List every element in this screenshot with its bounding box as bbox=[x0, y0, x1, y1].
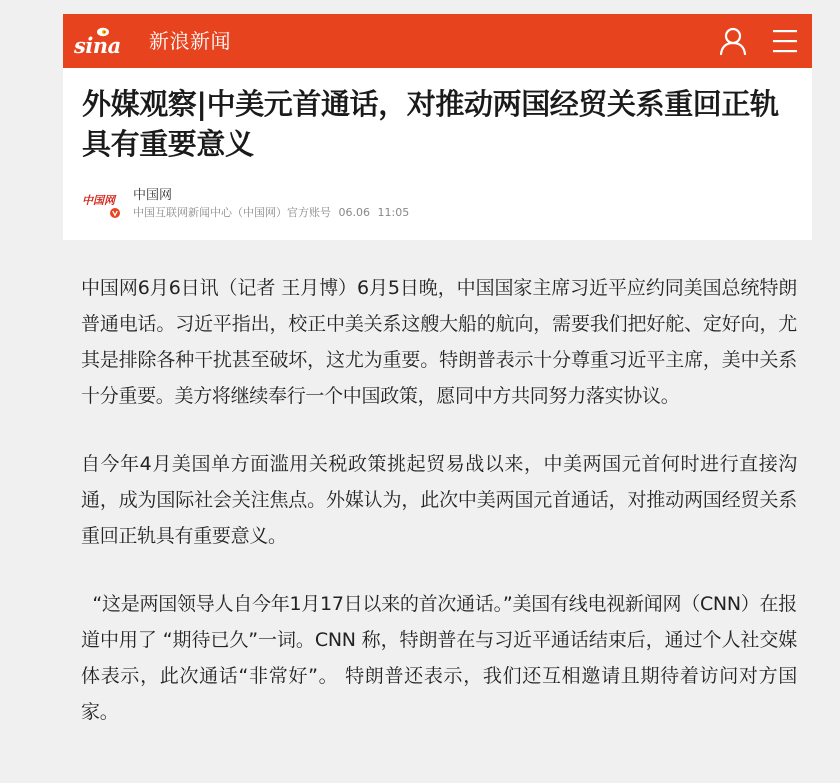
publish-time: 11:05 bbox=[377, 206, 410, 219]
article-title: 外媒观察|中美元首通话，对推动两国经贸关系重回正轨具有重要意义 bbox=[82, 87, 779, 161]
sina-logo[interactable] bbox=[73, 24, 127, 58]
verified-badge-icon bbox=[110, 208, 120, 218]
source-name[interactable]: 中国网 bbox=[133, 188, 173, 203]
source-avatar[interactable] bbox=[81, 186, 123, 220]
hamburger-menu-icon bbox=[770, 26, 800, 56]
article-header-card bbox=[63, 68, 812, 240]
article-paragraph-3: “这是两国领导人自今年1月17日以来的首次通话。”美国有线电视新闻网（CNN）在报道中用了 “期待已久”一词。CNN 称，特朗普在与习近平通话结束后，通过个人社交媒体表示，此次通话“非常好”。 特朗普还表示，我们还互相邀请且期待着访问对方国家。 bbox=[81, 593, 797, 723]
article-paragraph-1: 中国网6月6日讯（记者 王月博）6月5日晚，中国国家主席习近平应约同美国总统特朗普通电话。习近平指出，校正中美关系这艘大船的航向，需要我们把好舵、定好向，尤其是排除各种干扰甚至破坏，这尤为重要。特朗普表示十分尊重习近平主席，美中关系十分重要。美方将继续奉行一个中国政策，愿同中方共同努力落实协议。 bbox=[81, 277, 797, 407]
sina-logo-text: sina bbox=[74, 33, 121, 58]
site-name[interactable]: 新浪新闻 bbox=[149, 29, 231, 53]
user-icon bbox=[718, 26, 748, 56]
source-avatar-logo-text: 中国网 bbox=[82, 194, 115, 207]
article-body bbox=[81, 270, 797, 762]
publish-date: 06.06 bbox=[338, 206, 370, 219]
source-org: 中国互联网新闻中心（中国网）官方账号 bbox=[133, 206, 331, 219]
article-paragraph-2: 自今年4月美国单方面滥用关税政策挑起贸易战以来，中美两国元首何时进行直接沟通，成为国际社会关注焦点。外媒认为，此次中美两国元首通话，对推动两国经贸关系重回正轨具有重要意义。 bbox=[81, 453, 797, 547]
source-meta bbox=[133, 205, 413, 220]
top-navigation-bar bbox=[63, 14, 812, 68]
user-account-button[interactable] bbox=[718, 26, 748, 56]
menu-button[interactable] bbox=[770, 26, 800, 56]
